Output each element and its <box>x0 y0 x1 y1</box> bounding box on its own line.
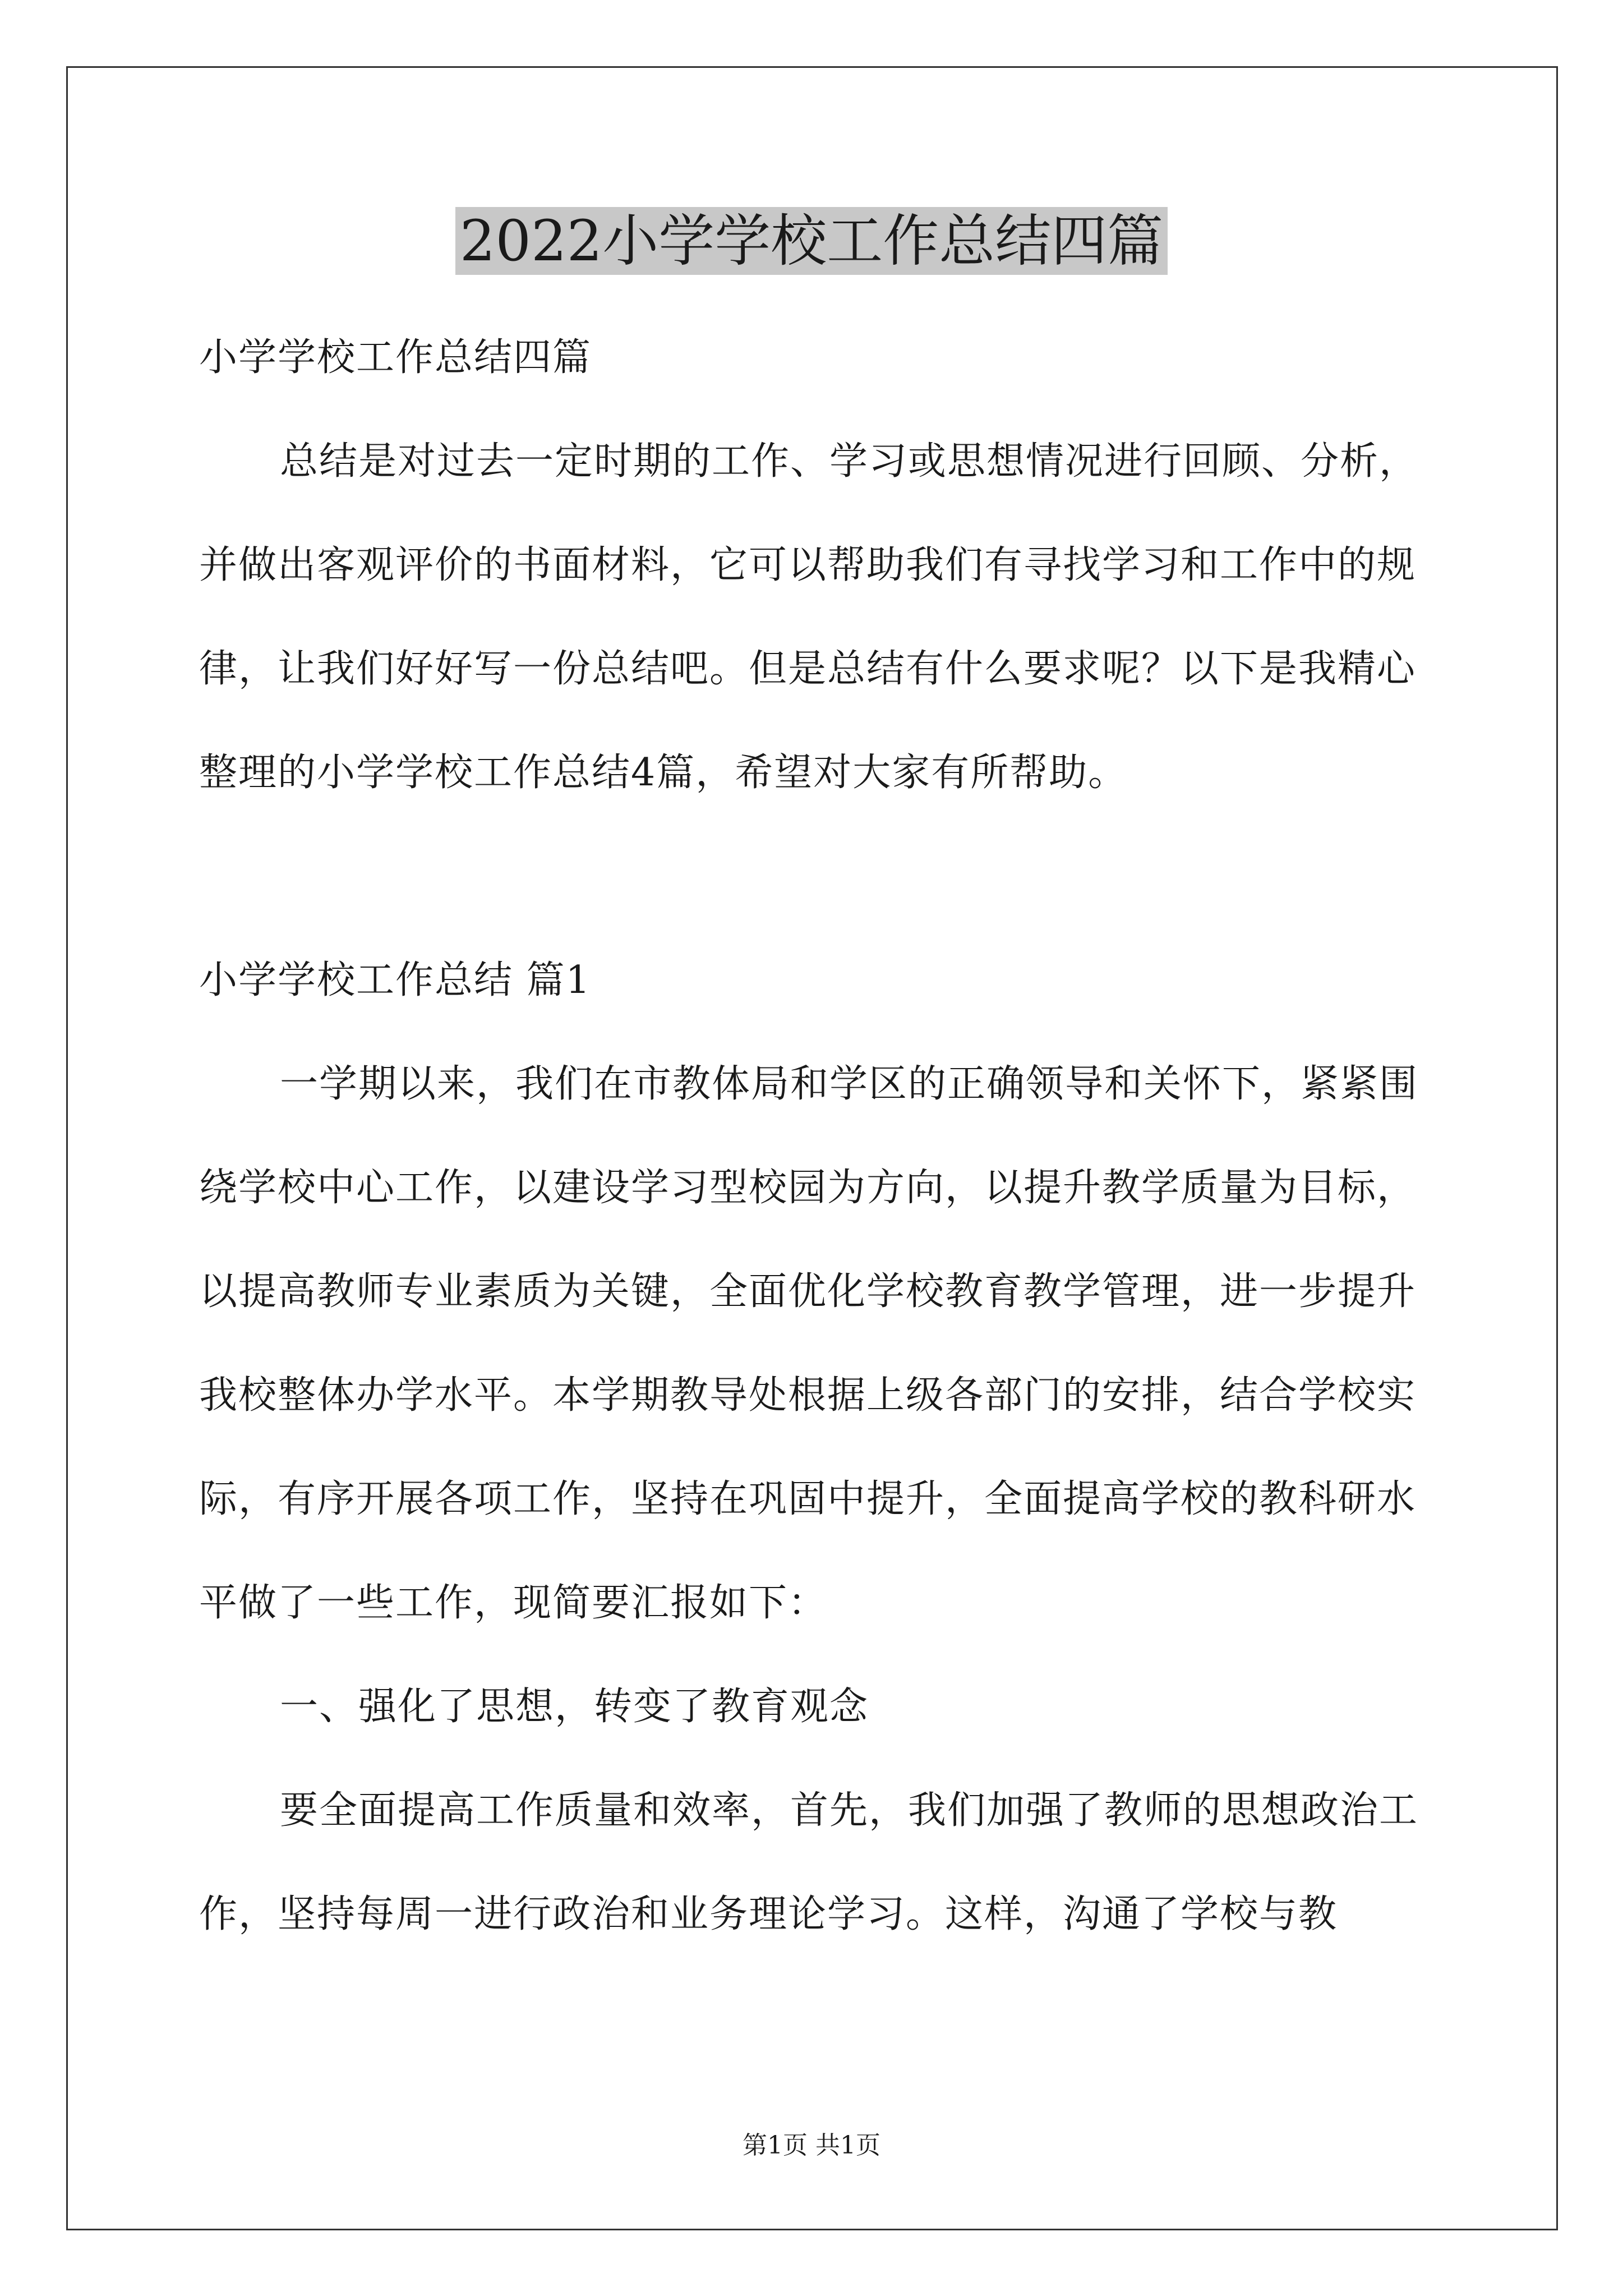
intro-paragraph: 总结是对过去一定时期的工作、学习或思想情况进行回顾、分析，并做出客观评价的书面材料，它可以帮助我们有寻找学习和工作中的规律，让我们好好写一份总结吧。但是总结有什么要求呢？以下是我精心整理的小学学校工作总结4篇，希望对大家有所帮助。 <box>199 439 1419 795</box>
document-body <box>199 306 1427 1966</box>
section-spacer <box>199 825 1427 928</box>
section-heading: 小学学校工作总结 篇1 <box>199 958 591 1002</box>
body-paragraph: 一学期以来，我们在市教体局和学区的正确领导和关怀下，紧紧围绕学校中心工作，以建设学习型校园为方向，以提升教学质量为目标，以提高教师专业素质为关键，全面优化学校教育教学管理，进一步提升我校整体办学水平。本学期教导处根据上级各部门的安排，结合学校实际，有序开展各项工作，坚持在巩固中提升，全面提高学校的教科研水平做了一些工作，现简要汇报如下： <box>199 1062 1419 1625</box>
document-subtitle: 小学学校工作总结四篇 <box>199 335 592 380</box>
body-paragraph: 要全面提高工作质量和效率，首先，我们加强了教师的思想政治工作，坚持每周一进行政治和业务理论学习。这样，沟通了学校与教 <box>199 1788 1419 1936</box>
document-title <box>0 202 1623 280</box>
document-title-text: 2022小学学校工作总结四篇 <box>455 207 1168 275</box>
subheading: 一、强化了思想，转变了教育观念 <box>280 1685 869 1729</box>
page-footer: 第1页 共1页 <box>743 2131 880 2160</box>
